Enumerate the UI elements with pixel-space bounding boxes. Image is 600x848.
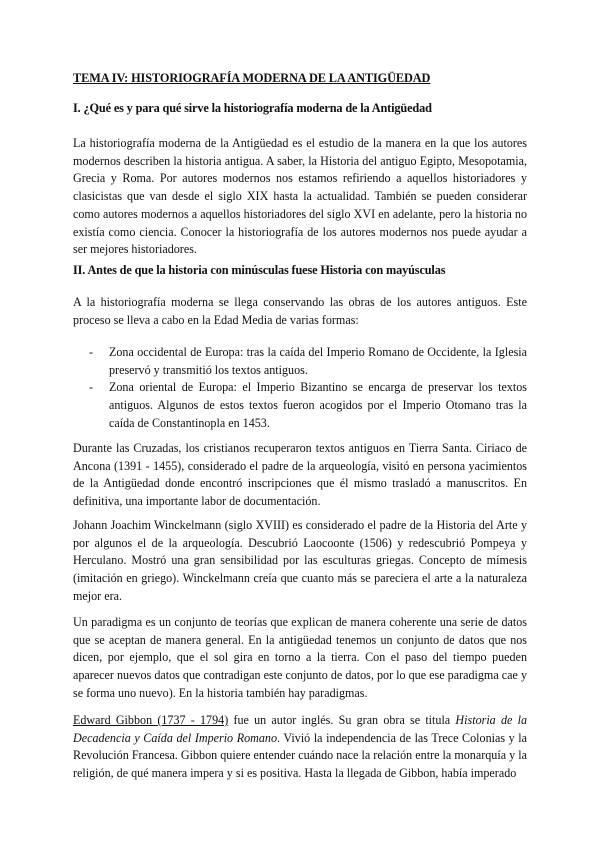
gibbon-work-title: Historia de la Decadencia y Caída del Imperio Romano	[73, 713, 527, 745]
list-dash-marker: -	[89, 345, 94, 359]
list-item-text: Zona oriental de Europa: el Imperio Bizantino se encarga de preservar los textos antiguos. Algunos de estos textos fueron acogidos por el Imperio Otomano tras la caída de Constantinopla en 1453.	[109, 380, 527, 430]
section-1-heading: I. ¿Qué es y para qué sirve la historiografía moderna de la Antigüedad	[73, 101, 432, 115]
crusades-paragraph: Durante las Cruzadas, los cristianos recuperaron textos antiguos en Tierra Santa. Ciriaco de Ancona (1391 - 1455), considerado el padre de la arqueología, visitó en persona yacimientos de la Antigüedad donde encontró inscripciones que él mismo trasladó a manuscritos. En definitiva, una importante labor de documentación.	[73, 441, 527, 509]
gibbon-paragraph	[73, 712, 527, 783]
winckelmann-paragraph: Johann Joachim Winckelmann (siglo XVIII) es considerado el padre de la Historia del Arte y por algunos el de la arqueología. Descubrió Laocoonte (1506) y redescubrió Pompeya y Herculano. Mostró una gran sensibilidad por las esculturas griegas. Concepto de mímesis (imitación en griego). Winckelmann creía que cuanto más se pareciera el arte a la naturaleza mejor era.	[73, 518, 527, 603]
gibbon-name: Edward Gibbon (1737 - 1794)	[73, 713, 229, 727]
europe-zones-list	[89, 344, 527, 433]
list-item-text: Zona occidental de Europa: tras la caída del Imperio Romano de Occidente, la Iglesia preservó y transmitió los textos antiguos.	[109, 345, 527, 377]
section-2-intro-paragraph: A la historiografía moderna se llega conservando las obras de los autores antiguos. Este proceso se lleva a cabo en la Edad Media de varias formas:	[73, 295, 527, 327]
gibbon-text-before-title: fue un autor inglés. Su gran obra se titula	[228, 713, 456, 727]
list-item	[89, 344, 527, 379]
document-title: TEMA IV: HISTORIOGRAFÍA MODERNA DE LA ANTIGÜEDAD	[73, 71, 431, 85]
list-dash-marker: -	[89, 380, 94, 395]
gibbon-text-after-title: . Vivió la independencia de las Trece Colonias y la Revolución Francesa. Gibbon quiere entender cuándo nace la relación entre la monarquía y la religión, de qué manera impera y si es positiva. Hasta la llegada de Gibbon, había imperado	[73, 730, 528, 781]
list-item	[89, 379, 527, 432]
section-2-heading: II. Antes de que la historia con minúsculas fuese Historia con mayúsculas	[73, 263, 446, 277]
paradigm-paragraph: Un paradigma es un conjunto de teorías que explican de manera coherente una serie de datos que se aceptan de manera general. En la antigüedad tenemos un conjunto de datos que nos dicen, por ejemplo, que el sol gira en torno a la tierra. Con el paso del tiempo pueden aparecer nuevos datos que contradigan este conjunto de datos, por lo que ese paradigma cae y se forma uno nuevo). En la historia también hay paradigmas.	[73, 615, 527, 700]
section-1-paragraph: La historiografía moderna de la Antigüedad es el estudio de la manera en la que los autores modernos describen la historia antigua. A saber, la Historia del antiguo Egipto, Mesopotamia, Grecia y Roma. Por autores modernos nos estamos refiriendo a aquellos historiadores y clasicistas que van desde el siglo XIX hasta la actualidad. También se pueden considerar como autores modernos a aquellos historiadores del siglo XVI en adelante, pero la historia no existía como ciencia. Conocer la historiografía de los autores modernos nos puede ayudar a ser mejores historiadores.	[73, 136, 527, 257]
